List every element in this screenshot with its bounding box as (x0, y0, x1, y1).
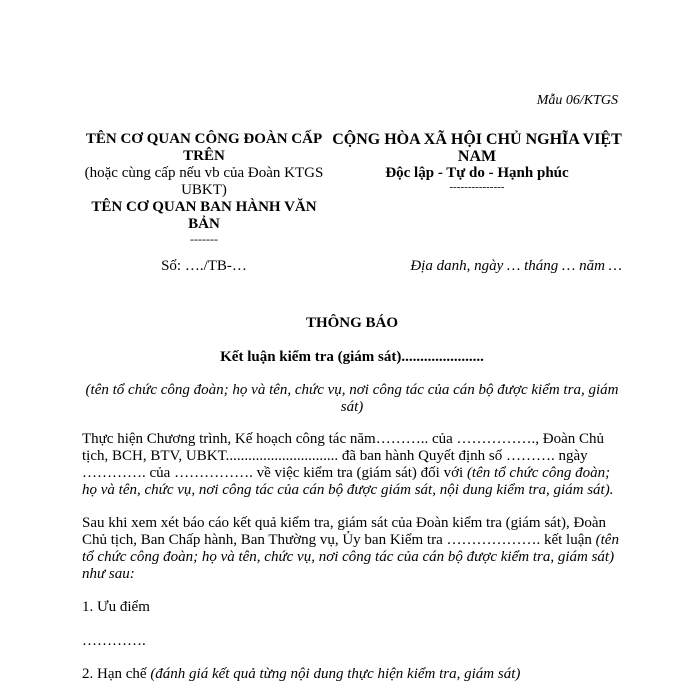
superior-org-name: TÊN CƠ QUAN CÔNG ĐOÀN CẤP TRÊN (85, 131, 323, 164)
form-code: Mẫu 06/KTGS (536, 93, 618, 108)
superior-org-note: (hoặc cùng cấp nếu vb của Đoàn KTGS UBKT) (84, 165, 324, 198)
paragraph-2-italic: (tên tổ chức công đoàn; họ và tên, chức vụ, nơi công tác của cán bộ được kiểm tra, giám sát) như sau: (82, 532, 619, 582)
paragraph-1-italic: (tên tổ chức công đoàn; họ và tên, chức vụ, nơi công tác của cán bộ được giám sát, nội dung kiểm tra, giám sát). (82, 465, 614, 498)
paragraph-1-text: Thực hiện Chương trình, Kế hoạch công tác năm……….. của ……………., Đoàn Chủ tịch, BCH, BTV, UBKT.............................. đã ban hành Quyết định số ………. ngày …………. của ……………. về việc kiểm tra (giám sát) đối với (82, 431, 605, 481)
paragraph-1 (82, 431, 622, 499)
section-2-heading (82, 666, 622, 683)
left-divider: ------- (190, 232, 218, 246)
subtitle-note: (tên tổ chức công đoàn; họ và tên, chức vụ, nơi công tác của cán bộ được kiểm tra, giám sát) (85, 382, 619, 415)
section-2-label: 2. Hạn chế (82, 666, 151, 682)
document-subtitle: Kết luận kiểm tra (giám sát)...................... (220, 349, 484, 365)
nation-name: CỘNG HÒA XÃ HỘI CHỦ NGHĨA VIỆT NAM (332, 131, 622, 165)
section-1-placeholder: …………. (82, 633, 146, 649)
paragraph-2 (82, 515, 622, 583)
document-number: Số: …./TB-… (161, 258, 247, 274)
section-1-heading: 1. Ưu điểm (82, 599, 150, 615)
paragraph-2-text: Sau khi xem xét báo cáo kết quả kiểm tra, giám sát của Đoàn kiểm tra (giám sát), Đoàn Chủ tịch, Ban Chấp hành, Ban Thường vụ, Ủy ban Kiểm tra ………………. kết luận (82, 515, 606, 548)
issuing-org-name: TÊN CƠ QUAN BAN HÀNH VĂN BẢN (91, 199, 317, 232)
place-date: Địa danh, ngày … tháng … năm … (410, 258, 622, 274)
national-motto: Độc lập - Tự do - Hạnh phúc (385, 165, 569, 181)
document-title: THÔNG BÁO (305, 315, 399, 331)
section-2-italic: (đánh giá kết quả từng nội dung thực hiện kiểm tra, giám sát) (150, 666, 521, 682)
right-divider: --------------- (449, 181, 505, 193)
